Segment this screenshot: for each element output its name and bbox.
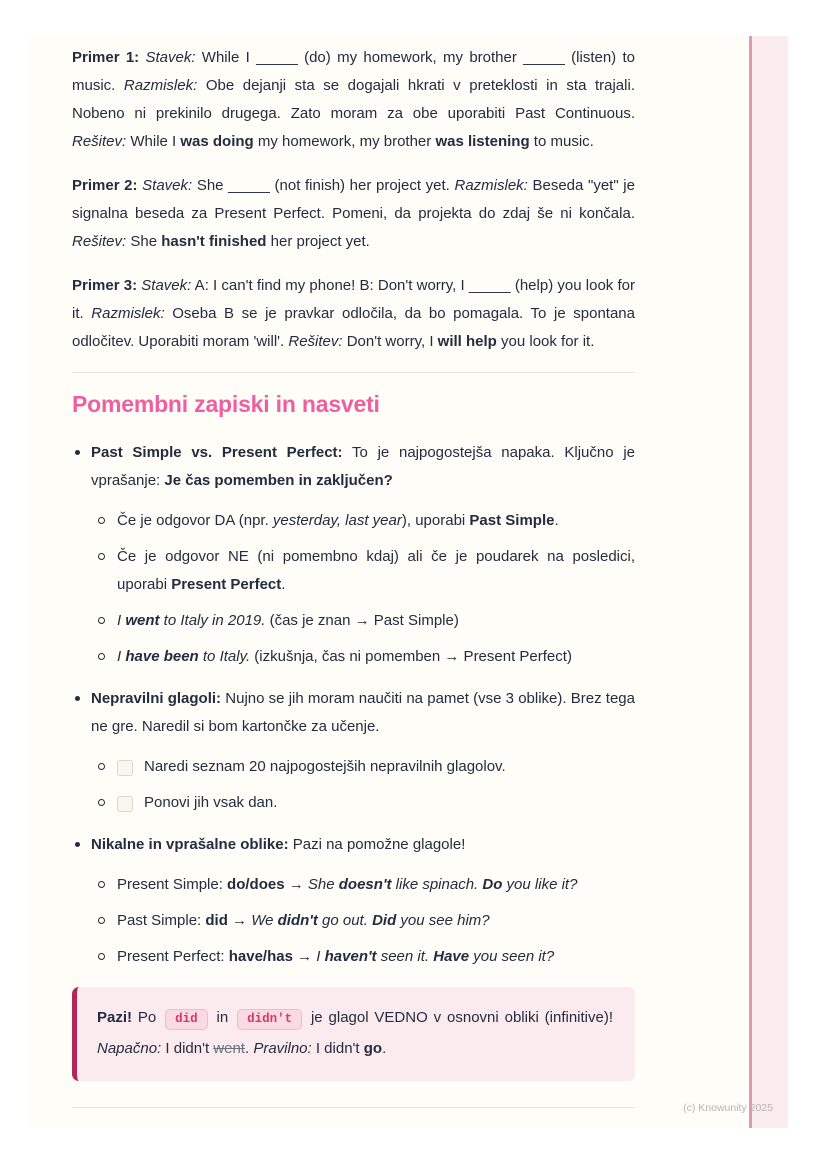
text-run: doesn't	[338, 876, 392, 893]
note-subitem	[72, 507, 635, 535]
text-run: Po	[132, 1009, 163, 1026]
note-subitem-text	[117, 907, 635, 935]
copyright-footer: (c) Knowunity 2025	[683, 1102, 773, 1114]
todo-subitem	[72, 753, 635, 781]
text-run: like spinach.	[391, 876, 483, 893]
note-subitem	[72, 643, 635, 671]
examples-block	[72, 44, 635, 356]
text-run: you see him?	[396, 912, 490, 929]
text-run: .	[382, 1040, 387, 1057]
warning-callout	[72, 987, 635, 1081]
todo-checkbox[interactable]	[117, 796, 133, 812]
text-run: Razmislek:	[91, 305, 165, 322]
note-subitem	[72, 943, 635, 971]
text-run: you like it?	[502, 876, 578, 893]
section-divider	[72, 372, 635, 373]
text-run: didn't	[277, 912, 318, 929]
circle-bullet-icon	[98, 617, 105, 624]
note-subitem	[72, 907, 635, 935]
text-run: you seen it?	[469, 948, 555, 965]
text-run: go out.	[317, 912, 373, 929]
text-run: seen it.	[376, 948, 434, 965]
text-run: did	[205, 912, 228, 929]
text-run: (izkušnja, čas ni pomemben → Present Perfect)	[250, 648, 572, 665]
text-run: I didn't	[161, 1040, 214, 1057]
text-run: Did	[372, 912, 397, 929]
text-run: in	[210, 1009, 235, 1026]
circle-bullet-icon	[98, 553, 105, 560]
text-run: Rešitev:	[72, 133, 127, 150]
note-subitem-text	[117, 607, 635, 635]
text-run: Če je odgovor DA (npr.	[117, 512, 273, 529]
text-run: I	[316, 948, 325, 965]
code-chip: didn't	[237, 1009, 302, 1030]
text-run: Nikalne in vprašalne oblike:	[91, 836, 289, 853]
note-subitem-text	[144, 789, 635, 817]
bullet-icon	[75, 696, 80, 701]
code-chip: did	[165, 1009, 208, 1030]
text-run: to Italy in 2019.	[159, 612, 266, 629]
section-heading: Pomembni zapiski in nasveti	[72, 391, 380, 417]
circle-bullet-icon	[98, 653, 105, 660]
document-page	[30, 36, 788, 1128]
text-run: will help	[437, 333, 497, 350]
text-run: Razmislek:	[123, 77, 198, 94]
text-run: Nujno se jih moram naučiti na pamet (vse 3 oblike). Brez tega ne gre. Naredil si bom kartončke za učenje.	[91, 690, 635, 735]
text-run: her project yet.	[266, 233, 370, 250]
text-run: I	[117, 648, 126, 665]
text-run: While I	[126, 133, 181, 150]
todo-subitem	[72, 789, 635, 817]
text-run: While I _____ (do) my homework, my brother _____ (listen) to music.	[72, 49, 635, 94]
note-subitem-text	[117, 943, 635, 971]
example-paragraph	[72, 272, 635, 356]
text-run: went	[125, 612, 160, 629]
text-run: Rešitev:	[288, 333, 343, 350]
example-paragraph	[72, 172, 635, 256]
callout-text	[97, 1003, 613, 1063]
text-run: do/does	[227, 876, 285, 893]
todo-checkbox[interactable]	[117, 760, 133, 776]
page-content	[72, 44, 635, 1108]
text-run: have been	[125, 648, 199, 665]
text-run: Primer 2:	[72, 177, 143, 194]
text-run: Naredi seznam 20 najpogostejših nepravilnih glagolov.	[144, 758, 506, 775]
circle-bullet-icon	[98, 953, 105, 960]
text-run: (čas je znan → Past Simple)	[265, 612, 459, 629]
note-item-text	[91, 685, 635, 741]
text-run: Present Perfect:	[117, 948, 229, 965]
text-run: We	[251, 912, 278, 929]
circle-bullet-icon	[98, 799, 105, 806]
text-run: yesterday, last year	[272, 512, 402, 529]
note-subitem	[72, 543, 635, 599]
text-run: you look for it.	[496, 333, 595, 350]
text-run: I	[117, 612, 126, 629]
text-run: have/has	[228, 948, 293, 965]
bullet-icon	[75, 450, 80, 455]
text-run: I didn't	[311, 1040, 364, 1057]
footer-divider	[72, 1107, 635, 1108]
note-subitem-text	[144, 753, 635, 781]
note-subitem	[72, 607, 635, 635]
text-run: to Italy.	[198, 648, 251, 665]
note-subitem-text	[117, 643, 635, 671]
text-run: ), uporabi	[401, 512, 470, 529]
text-run: →	[284, 876, 308, 893]
strikethrough-text: went	[213, 1040, 245, 1057]
note-subitem-text	[117, 507, 635, 535]
note-item	[72, 685, 635, 741]
example-paragraph	[72, 44, 635, 156]
note-item-text	[91, 831, 635, 859]
text-run: Nepravilni glagoli:	[91, 690, 222, 707]
circle-bullet-icon	[98, 881, 105, 888]
text-run: She	[307, 876, 339, 893]
text-run: Če je odgovor NE (ni pomembno kdaj) ali če je poudarek na posledici, uporabi	[117, 548, 635, 593]
text-run: Present Perfect	[171, 576, 282, 593]
bullet-icon	[75, 842, 80, 847]
text-run: was doing	[180, 133, 254, 150]
text-run: Primer 3:	[72, 277, 142, 294]
page-edge-band	[749, 36, 788, 1128]
text-run: Obe dejanji sta se dogajali hkrati v preteklosti in sta trajali. Nobeno ni prekinilo drugega. Zato moram za obe uporabiti Past Continuous.	[72, 77, 635, 122]
text-run: →	[292, 948, 317, 965]
text-run: to music.	[529, 133, 594, 150]
text-run: go	[363, 1040, 383, 1057]
text-run: Beseda "yet" je signalna beseda za Present Perfect. Pomeni, da projekta do zdaj še ni končala.	[72, 177, 635, 222]
text-run: A: I can't find my phone! B: Don't worry, I _____ (help) you look for it.	[72, 277, 635, 322]
text-run: Napačno:	[97, 1040, 162, 1057]
text-run: Je čas pomemben in zaključen?	[164, 472, 393, 489]
circle-bullet-icon	[98, 517, 105, 524]
text-run: →	[227, 912, 252, 929]
text-run: To je najpogostejša napaka. Ključno je vprašanje:	[91, 444, 635, 489]
text-run: Pazi!	[97, 1009, 133, 1026]
text-run: She	[126, 233, 162, 250]
text-run: haven't	[324, 948, 377, 965]
text-run: was listening	[435, 133, 530, 150]
note-subitem-text	[117, 871, 635, 899]
text-run: Past Simple:	[117, 912, 206, 929]
text-run: .	[554, 512, 559, 529]
text-run: She _____ (not finish) her project yet.	[192, 177, 455, 194]
note-subitem	[72, 871, 635, 899]
text-run: Stavek:	[145, 49, 196, 66]
text-run: my homework, my brother	[253, 133, 436, 150]
text-run: Have	[433, 948, 470, 965]
text-run: Pazi na pomožne glagole!	[288, 836, 466, 853]
note-item	[72, 831, 635, 859]
text-run: je glagol VEDNO v osnovni obliki (infinitive)!	[305, 1009, 614, 1026]
text-run: Rešitev:	[72, 233, 127, 250]
text-run: Pravilno:	[253, 1040, 312, 1057]
notes-list	[72, 439, 635, 971]
text-run: Primer 1:	[72, 49, 146, 66]
text-run: Razmislek:	[454, 177, 528, 194]
text-run: .	[244, 1040, 254, 1057]
text-run: .	[281, 576, 286, 593]
circle-bullet-icon	[98, 917, 105, 924]
note-subitem-text	[117, 543, 635, 599]
text-run: Do	[482, 876, 503, 893]
note-item	[72, 439, 635, 495]
circle-bullet-icon	[98, 763, 105, 770]
text-run: Stavek:	[142, 177, 193, 194]
text-run: Present Simple:	[117, 876, 228, 893]
text-run: Ponovi jih vsak dan.	[144, 794, 278, 811]
text-run: Oseba B se je pravkar odločila, da bo pomagala. To je spontana odločitev. Uporabiti moram 'will'.	[72, 305, 635, 350]
note-item-text	[91, 439, 635, 495]
text-run: hasn't finished	[161, 233, 267, 250]
text-run: Past Simple	[469, 512, 555, 529]
text-run: Past Simple vs. Present Perfect:	[91, 444, 343, 461]
text-run: Don't worry, I	[342, 333, 438, 350]
text-run: Stavek:	[141, 277, 192, 294]
